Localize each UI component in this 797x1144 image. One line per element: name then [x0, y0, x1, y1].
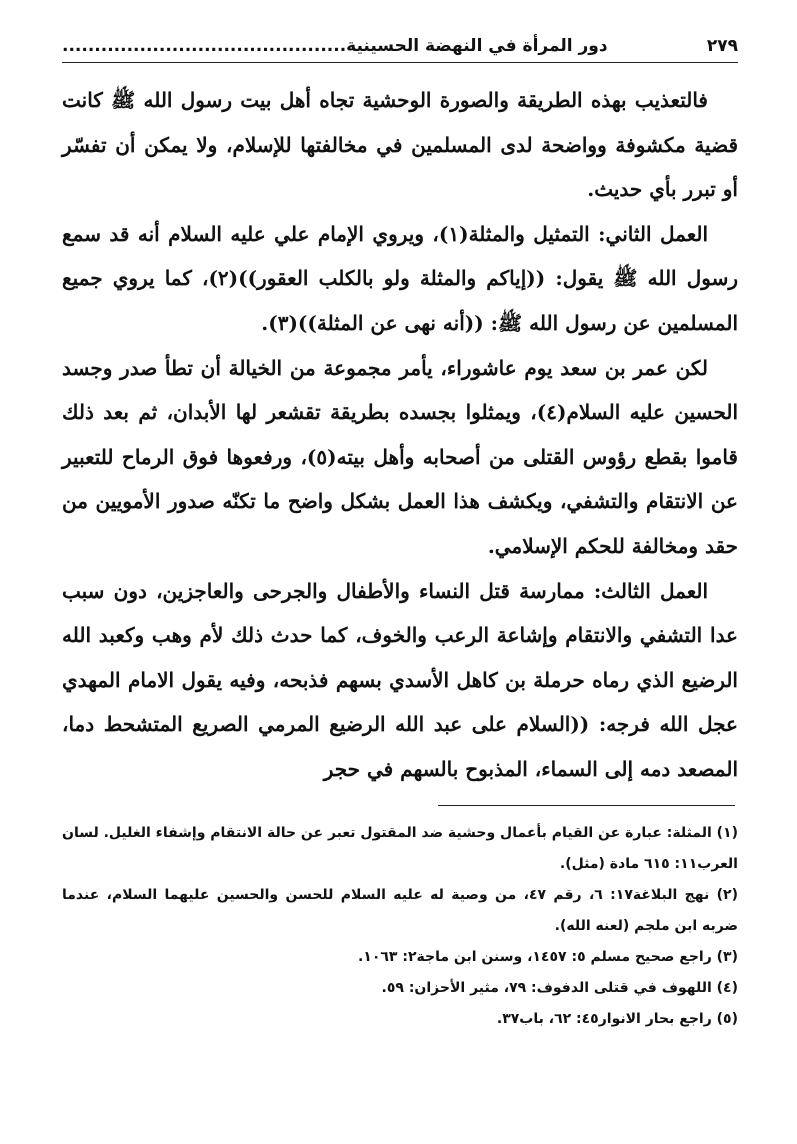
footnote: (١) المثلة: عبارة عن القيام بأعمال وحشية ضد المقتول تعبر عن حالة الانتقام وإشفاء الغليل. لسان العرب١١: ٦١٥ مادة (مثل).: [62, 825, 738, 872]
footnote: (٤) اللهوف في قتلى الدفوف: ٧٩، مثير الأحزان: ٥٩.: [381, 980, 738, 996]
footnote-separator: [438, 805, 735, 806]
footnote: (٢) نهج البلاغة١٧: ٦، رقم ٤٧، من وصية له عليه السلام للحسن والحسين عليهما السلام، عندما ضربه ابن ملجم (لعنه الله).: [62, 887, 738, 934]
footnote: (٥) راجع بحار الانوار٤٥: ٦٢، باب٣٧.: [496, 1011, 738, 1027]
paragraph: فالتعذيب بهذه الطريقة والصورة الوحشية تجاه أهل بيت رسول الله ﷺ كانت قضية مكشوفة وواضحة لدى المسلمين في مخالفتها للإسلام، ولا يمكن أن تفسّر أو تبرر بأي حديث.: [62, 88, 738, 202]
paragraph: العمل الثالث: ممارسة قتل النساء والأطفال والجرحى والعاجزين، دون سبب عدا التشفي والانتقام وإشاعة الرعب والخوف، كما حدث ذلك لأم وهب وكعبد الله الرضيع الذي رماه حرملة بن كاهل الأسدي بسهم فذبحه، وفيه يقول الامام المهدي عجل الله فرجه: ((السلام على عبد الله الرضيع المرمي الصريع المتشحط دما، المصعد دمه إلى السماء، المذبوح بالسهم في حجر: [62, 578, 738, 781]
footnote: (٣) راجع صحيح مسلم ٥: ١٤٥٧، وسنن ابن ماجة٢: ١٠٦٣.: [357, 949, 738, 965]
main-text: [62, 78, 738, 792]
page-number: ٢٧٩: [706, 36, 738, 56]
paragraph: لكن عمر بن سعد يوم عاشوراء، يأمر مجموعة من الخيالة أن تطأ صدر وجسد الحسين عليه السلام(٤)، ويمثلوا بجسده بطريقة تقشعر لها الأبدان، ثم بعد ذلك قاموا بقطع رؤوس القتلى من أصحابه وأهل بيته(٥)، ورفعوها فوق الرماح للتعبير عن الانتقام والتشفي، ويكشف هذا العمل بشكل واضح ما تكنّه صدور الأمويين من حقد ومخالفة للحكم الإسلامي.: [62, 355, 739, 558]
paragraph: العمل الثاني: التمثيل والمثلة(١)، ويروي الإمام علي عليه السلام أنه قد سمع رسول الله ﷺ يقول: ((إياكم والمثلة ولو بالكلب العقور))(٢)، كما يروي جميع المسلمين عن رسول الله ﷺ: ((أنه نهى عن المثلة))(٣).: [62, 221, 738, 335]
footnotes: [62, 818, 738, 1035]
running-title: دور المرأة في النهضة الحسينية............................................: [62, 36, 608, 56]
page-header: [62, 30, 738, 63]
